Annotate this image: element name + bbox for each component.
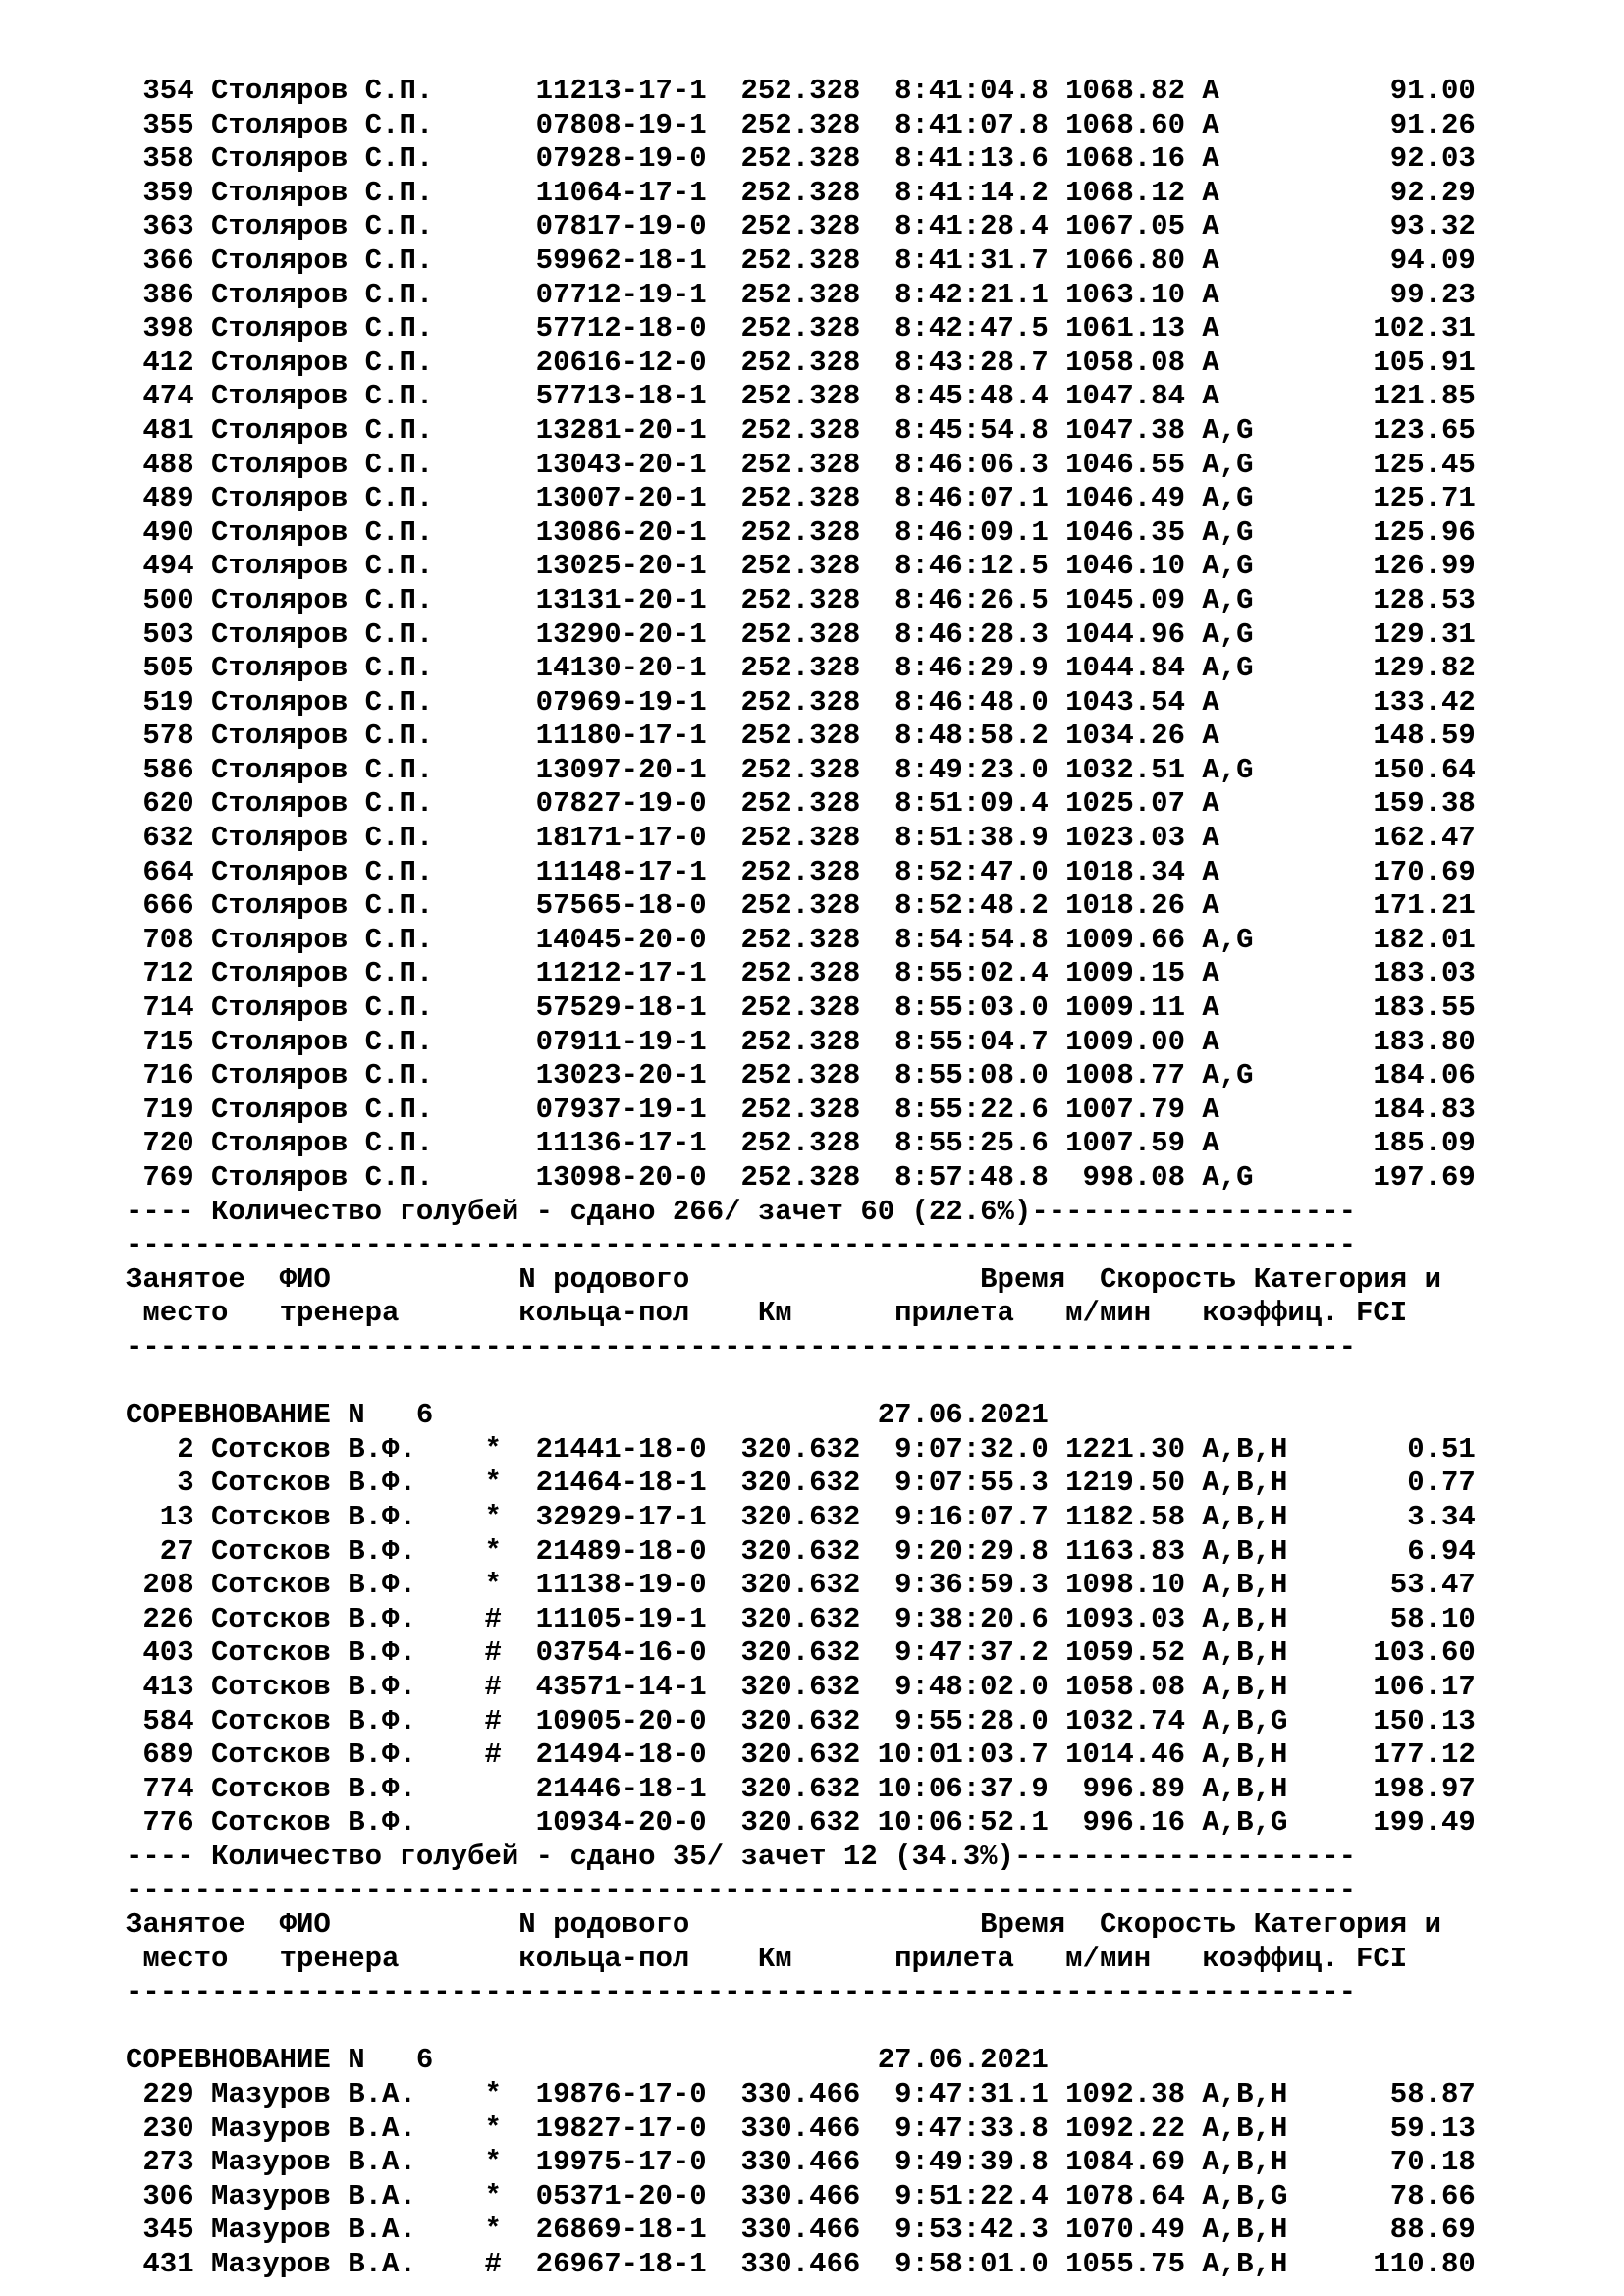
table-row: 3 Сотсков В.Ф. * 21464-18-1 320.632 9:07:55.3 1219.50 A,B,H 0.77 (126, 1467, 1476, 1500)
table-row: 488 Столяров С.П. 13043-20-1 252.328 8:46:06.3 1046.55 A,G 125.45 (126, 448, 1476, 481)
blank-line (126, 2010, 1476, 2045)
table-row: 230 Мазуров В.А. * 19827-17-0 330.466 9:47:33.8 1092.22 A,B,H 59.13 (126, 2111, 1476, 2145)
table-header-top: Занятое ФИО N родового Время Скорость Категория и (126, 1908, 1442, 1942)
table-row: 354 Столяров С.П. 11213-17-1 252.328 8:41:04.8 1068.82 A 91.00 (126, 75, 1476, 107)
summary-line: ---- Количество голубей - сдано 35/ зачет 12 (34.3%)-------------------- (126, 1840, 1357, 1873)
table-row: 355 Столяров С.П. 07808-19-1 252.328 8:41:07.8 1068.60 A 91.26 (126, 108, 1476, 141)
table-row: 584 Сотсков В.Ф. # 10905-20-0 320.632 9:55:28.0 1032.74 A,B,G 150.13 (126, 1704, 1476, 1737)
table-row: 403 Сотсков В.Ф. # 03754-16-0 320.632 9:47:37.2 1059.52 A,B,H 103.60 (126, 1636, 1476, 1670)
table-row: 474 Столяров С.П. 57713-18-1 252.328 8:45:48.4 1047.84 A 121.85 (126, 380, 1476, 413)
table-row: 720 Столяров С.П. 11136-17-1 252.328 8:55:25.6 1007.59 A 185.09 (126, 1127, 1476, 1160)
competition-heading: СОРЕВНОВАНИЕ N 6 27.06.2021 (126, 1399, 1049, 1432)
table-row: 2 Сотсков В.Ф. * 21441-18-0 320.632 9:07:32.0 1221.30 A,B,H 0.51 (126, 1432, 1476, 1466)
table-row: 431 Мазуров В.А. # 26967-18-1 330.466 9:58:01.0 1055.75 A,B,H 110.80 (126, 2248, 1476, 2280)
table-row: 358 Столяров С.П. 07928-19-0 252.328 8:41:13.6 1068.16 A 92.03 (126, 142, 1476, 176)
table-header-bottom: место тренера кольца-пол Км прилета м/мин коэффиц. FCI (126, 1942, 1408, 1975)
separator-line: ------------------------------------------------------------------------ (126, 1330, 1357, 1363)
table-row: 208 Сотсков В.Ф. * 11138-19-0 320.632 9:36:59.3 1098.10 A,B,H 53.47 (126, 1569, 1476, 1602)
table-row: 620 Столяров С.П. 07827-19-0 252.328 8:51:09.4 1025.07 A 159.38 (126, 787, 1476, 821)
table-row: 505 Столяров С.П. 14130-20-1 252.328 8:46:29.9 1044.84 A,G 129.82 (126, 652, 1476, 685)
table-row: 490 Столяров С.П. 13086-20-1 252.328 8:46:09.1 1046.35 A,G 125.96 (126, 515, 1476, 549)
separator-line: ------------------------------------------------------------------------ (126, 1976, 1357, 2009)
table-row: 719 Столяров С.П. 07937-19-1 252.328 8:55:22.6 1007.79 A 184.83 (126, 1093, 1476, 1126)
table-row: 306 Мазуров В.А. * 05371-20-0 330.466 9:51:22.4 1078.64 A,B,G 78.66 (126, 2179, 1476, 2213)
table-row: 345 Мазуров В.А. * 26869-18-1 330.466 9:53:42.3 1070.49 A,B,H 88.69 (126, 2214, 1476, 2247)
table-row: 769 Столяров С.П. 13098-20-0 252.328 8:57:48.8 998.08 A,G 197.69 (126, 1161, 1476, 1194)
table-row: 229 Мазуров В.А. * 19876-17-0 330.466 9:47:31.1 1092.38 A,B,H 58.87 (126, 2078, 1476, 2111)
table-row: 359 Столяров С.П. 11064-17-1 252.328 8:41:14.2 1068.12 A 92.29 (126, 176, 1476, 209)
table-row: 689 Сотсков В.Ф. # 21494-18-0 320.632 10:01:03.7 1014.46 A,B,H 177.12 (126, 1738, 1476, 1772)
table-row: 386 Столяров С.П. 07712-19-1 252.328 8:42:21.1 1063.10 A 99.23 (126, 278, 1476, 311)
table-row: 715 Столяров С.П. 07911-19-1 252.328 8:55:04.7 1009.00 A 183.80 (126, 1025, 1476, 1058)
table-row: 708 Столяров С.П. 14045-20-0 252.328 8:54:54.8 1009.66 A,G 182.01 (126, 923, 1476, 956)
competition-heading: СОРЕВНОВАНИЕ N 6 27.06.2021 (126, 2044, 1049, 2077)
table-row: 273 Мазуров В.А. * 19975-17-0 330.466 9:49:39.8 1084.69 A,B,H 70.18 (126, 2146, 1476, 2179)
table-row: 632 Столяров С.П. 18171-17-0 252.328 8:51:38.9 1023.03 A 162.47 (126, 822, 1476, 855)
separator-line: ------------------------------------------------------------------------ (126, 1874, 1357, 1907)
summary-line: ---- Количество голубей - сдано 266/ зачет 60 (22.6%)------------------- (126, 1195, 1357, 1228)
table-row: 363 Столяров С.П. 07817-19-0 252.328 8:41:28.4 1067.05 A 93.32 (126, 210, 1476, 243)
table-row: 666 Столяров С.П. 57565-18-0 252.328 8:52:48.2 1018.26 A 171.21 (126, 889, 1476, 923)
table-row: 398 Столяров С.П. 57712-18-0 252.328 8:42:47.5 1061.13 A 102.31 (126, 312, 1476, 346)
table-row: 366 Столяров С.П. 59962-18-1 252.328 8:41:31.7 1066.80 A 94.09 (126, 243, 1476, 277)
table-row: 27 Сотсков В.Ф. * 21489-18-0 320.632 9:20:29.8 1163.83 A,B,H 6.94 (126, 1534, 1476, 1568)
table-row: 519 Столяров С.П. 07969-19-1 252.328 8:46:48.0 1043.54 A 133.42 (126, 685, 1476, 719)
table-row: 664 Столяров С.П. 11148-17-1 252.328 8:52:47.0 1018.34 A 170.69 (126, 855, 1476, 888)
table-row: 714 Столяров С.П. 57529-18-1 252.328 8:55:03.0 1009.11 A 183.55 (126, 991, 1476, 1025)
table-row: 712 Столяров С.П. 11212-17-1 252.328 8:55:02.4 1009.15 A 183.03 (126, 957, 1476, 990)
table-row: 226 Сотсков В.Ф. # 11105-19-1 320.632 9:38:20.6 1093.03 A,B,H 58.10 (126, 1602, 1476, 1635)
blank-line (126, 1365, 1476, 1400)
table-row: 716 Столяров С.П. 13023-20-1 252.328 8:55:08.0 1008.77 A,G 184.06 (126, 1059, 1476, 1093)
table-row: 500 Столяров С.П. 13131-20-1 252.328 8:46:26.5 1045.09 A,G 128.53 (126, 583, 1476, 616)
table-header-bottom: место тренера кольца-пол Км прилета м/мин коэффиц. FCI (126, 1297, 1408, 1330)
table-row: 774 Сотсков В.Ф. 21446-18-1 320.632 10:06:37.9 996.89 A,B,H 198.97 (126, 1772, 1476, 1805)
table-row: 412 Столяров С.П. 20616-12-0 252.328 8:43:28.7 1058.08 A 105.91 (126, 346, 1476, 379)
table-row: 578 Столяров С.П. 11180-17-1 252.328 8:48:58.2 1034.26 A 148.59 (126, 720, 1476, 753)
table-row: 503 Столяров С.П. 13290-20-1 252.328 8:46:28.3 1044.96 A,G 129.31 (126, 617, 1476, 651)
table-row: 481 Столяров С.П. 13281-20-1 252.328 8:45:54.8 1047.38 A,G 123.65 (126, 413, 1476, 447)
table-row: 586 Столяров С.П. 13097-20-1 252.328 8:49:23.0 1032.51 A,G 150.64 (126, 753, 1476, 786)
table-row: 13 Сотсков В.Ф. * 32929-17-1 320.632 9:16:07.7 1182.58 A,B,H 3.34 (126, 1500, 1476, 1533)
separator-line: ------------------------------------------------------------------------ (126, 1229, 1357, 1262)
table-header-top: Занятое ФИО N родового Время Скорость Категория и (126, 1262, 1442, 1296)
results-document (126, 75, 1476, 2282)
table-row: 489 Столяров С.П. 13007-20-1 252.328 8:46:07.1 1046.49 A,G 125.71 (126, 482, 1476, 515)
table-row: 413 Сотсков В.Ф. # 43571-14-1 320.632 9:48:02.0 1058.08 A,B,H 106.17 (126, 1670, 1476, 1703)
table-row: 776 Сотсков В.Ф. 10934-20-0 320.632 10:06:52.1 996.16 A,B,G 199.49 (126, 1806, 1476, 1840)
table-row: 494 Столяров С.П. 13025-20-1 252.328 8:46:12.5 1046.10 A,G 126.99 (126, 550, 1476, 583)
